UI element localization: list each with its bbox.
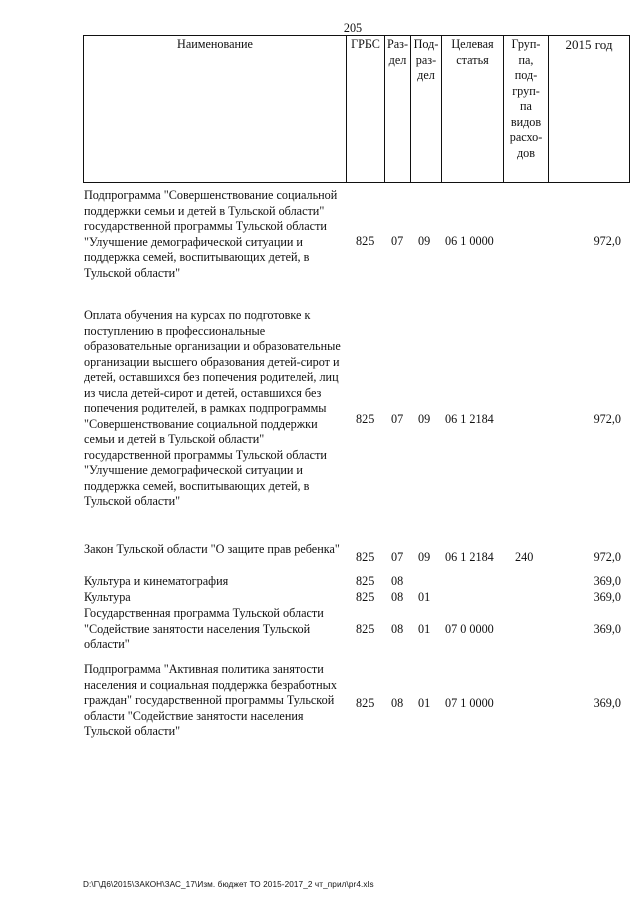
row-amount: 369,0 (593, 590, 621, 604)
row-grbs: 825 (356, 622, 375, 636)
row-razdel: 08 (391, 574, 404, 588)
header-col-border (83, 35, 84, 183)
row-amount: 972,0 (593, 234, 621, 248)
row-grbs: 825 (356, 590, 375, 604)
header-target-article: Целевая статья (451, 37, 494, 67)
row-target-article: 06 1 2184 (445, 550, 494, 564)
row-razdel: 07 (391, 550, 404, 564)
row-razdel: 08 (391, 622, 404, 636)
header-year: 2015 год (565, 37, 613, 52)
header-col-border (346, 35, 347, 183)
row-podrazdel: 09 (418, 550, 431, 564)
row-name: Подпрограмма "Совершенствование социальной поддержки семьи и детей в Тульской области" государственной программы Тульской области "Улучшение демографической ситуации и поддержка семей, воспитывающих детей, в Тульской области" (84, 188, 338, 280)
row-amount: 369,0 (593, 696, 621, 710)
row-name: Культура (84, 590, 131, 604)
row-grbs: 825 (356, 234, 375, 248)
header-col-border (548, 35, 549, 183)
header-razdel: Раз- дел (386, 37, 409, 67)
row-podrazdel: 01 (418, 622, 431, 636)
row-target-article: 06 1 2184 (445, 412, 494, 426)
row-podrazdel: 01 (418, 696, 431, 710)
header-grbs: ГРБС (351, 37, 380, 51)
row-name: Культура и кинематография (84, 574, 229, 588)
row-podrazdel: 01 (418, 590, 431, 604)
row-amount: 369,0 (593, 574, 621, 588)
row-target-article: 07 1 0000 (445, 696, 494, 710)
row-razdel: 08 (391, 590, 404, 604)
header-expense-group: Груп- па, под- груп- па видов расхо- дов (509, 37, 543, 160)
row-amount: 972,0 (593, 550, 621, 564)
row-grbs: 825 (356, 412, 375, 426)
header-podrazdel: Под- раз- дел (413, 37, 439, 82)
header-col-border (629, 35, 630, 183)
row-amount: 369,0 (593, 622, 621, 636)
row-podrazdel: 09 (418, 234, 431, 248)
row-target-article: 07 0 0000 (445, 622, 494, 636)
header-name: Наименование (177, 37, 253, 51)
row-name: Закон Тульской области "О защите прав ребенка" (84, 542, 340, 556)
row-podrazdel: 09 (418, 412, 431, 426)
row-target-article: 06 1 0000 (445, 234, 494, 248)
row-name: Оплата обучения на курсах по подготовке к поступлению в профессиональные образовательные организации и образовательные организации высшего образования детей-сирот и детей, оставшихся без попечения родителей, лиц из числа детей-сирот и детей, оставшихся без попечения родителей, в рамках подпрограммы "Совершенствование социальной поддержки семьи и детей в Тульской области" государственной программы Тульской области "Улучшение демографической ситуации и поддержка семей, воспитывающих детей, в Тульской области" (84, 308, 341, 508)
row-razdel: 07 (391, 412, 404, 426)
row-grbs: 825 (356, 696, 375, 710)
row-expense-group: 240 (515, 550, 534, 564)
row-grbs: 825 (356, 550, 375, 564)
row-name: Государственная программа Тульской области "Содействие занятости населения Тульской области" (84, 606, 324, 651)
row-name: Подпрограмма "Активная политика занятости населения и социальная поддержка безработных граждан" государственной программы Тульской области "Содействие занятости населения Тульской области" (84, 662, 337, 738)
row-amount: 972,0 (593, 412, 621, 426)
row-razdel: 07 (391, 234, 404, 248)
page-number: 205 (343, 21, 363, 35)
row-grbs: 825 (356, 574, 375, 588)
row-razdel: 08 (391, 696, 404, 710)
footer-file-path: D:\Г\Д6\2015\ЗАКОН\ЗАС_17\Изм. бюджет ТО 2015-2017_2 чт_прил\pr4.xls (83, 880, 374, 889)
